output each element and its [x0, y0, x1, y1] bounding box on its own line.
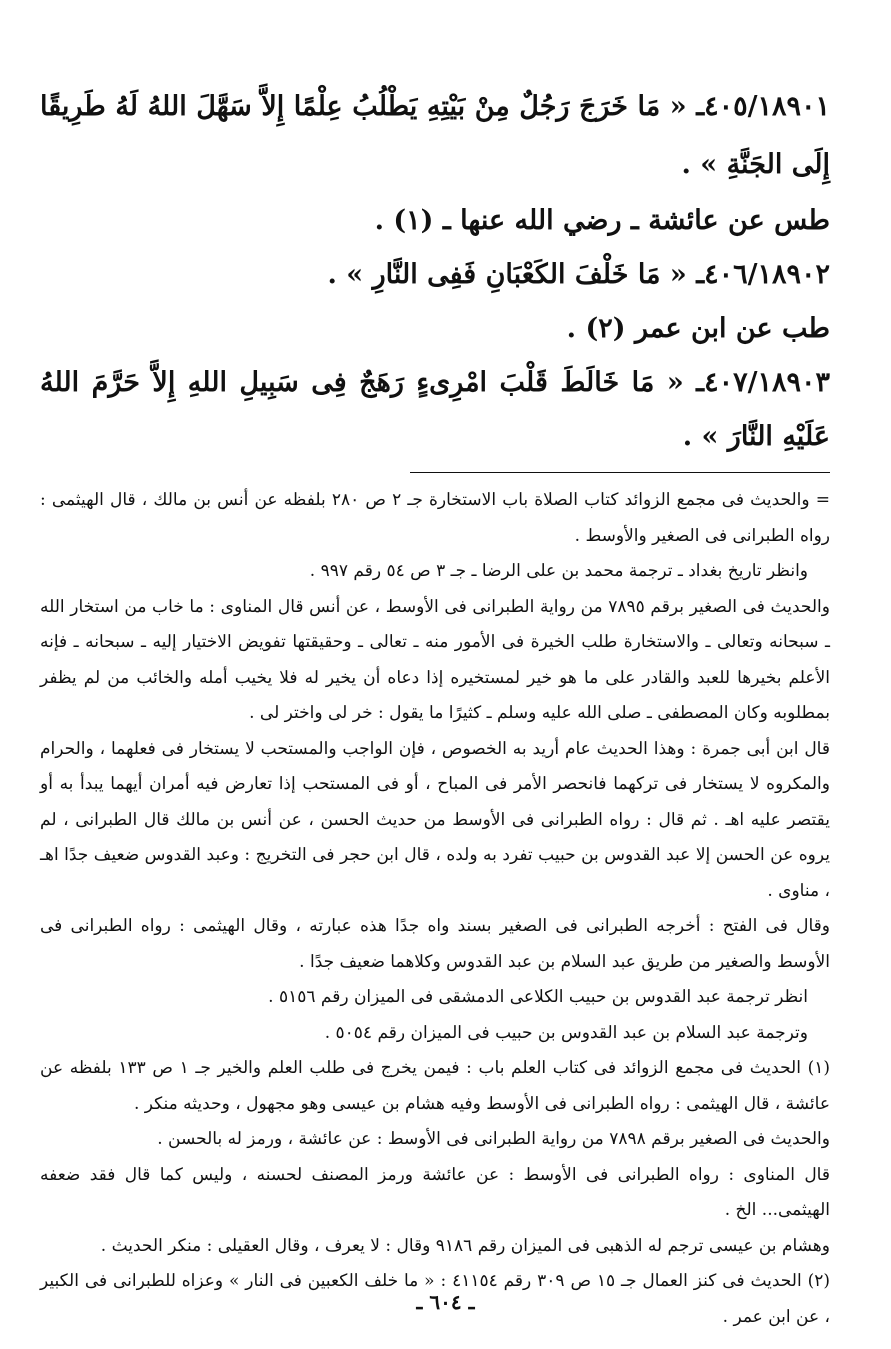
- footnote-paragraph: والحديث فى الصغير برقم ٧٨٩٨ من رواية الطبرانى فى الأوسط : عن عائشة ، ورمز له بالحسن .: [157, 1129, 830, 1149]
- footnote-2: (٢) الحديث فى كنز العمال جـ ١٥ ص ٣٠٩ رقم ٤١١٥٤ : « ما خلف الكعبين فى النار » وعزاه للطبرانى فى الكبير ، عن ابن عمر .: [40, 1271, 830, 1327]
- footnote-paragraph: قال المناوى : رواه الطبرانى فى الأوسط : عن عائشة ورمز المصنف لحسنه ، وليس كما قال فقد ضعفه الهيثمى... الخ .: [40, 1164, 830, 1220]
- footnote-paragraph: انظر ترجمة عبد القدوس بن حبيب الكلاعى الدمشقى فى الميزان رقم ٥١٥٦ .: [268, 987, 808, 1007]
- footnote-paragraph: وهشام بن عيسى ترجم له الذهبى فى الميزان رقم ٩١٨٦ وقال : لا يعرف ، وقال العقيلى : منكر الحديث .: [100, 1235, 830, 1256]
- hadith-405-source: طس عن عائشة ـ رضي الله عنها ـ (١) .: [374, 205, 830, 236]
- footnote-paragraph: وترجمة عبد السلام بن عبد القدوس بن حبيب فى الميزان رقم ٥٠٥٤ .: [324, 1022, 808, 1043]
- footnote-paragraph: قال ابن أبى جمرة : وهذا الحديث عام أريد به الخصوص ، فإن الواجب والمستحب لا يستخار فى فعلهما ، والحرام والمكروه لا يستخار فى تركهما فانحصر الأمر فى المباح ، أو فى المستحب إذا تعارض فيه أمران أيهما يبدأ به أو يقتصر عليه اهـ . ثم قال : رواه الطبرانى فى الأوسط من حديث الحسن ، عن أنس بن مالك قال الطبرانى ، لم يروه عن الحسن إلا عبد القدوس بن حبيب تفرد به ولده ، قال ابن حجر فى التخريج : وعبد القدوس ضعيف جدًا اهـ ، مناوى .: [40, 738, 830, 901]
- footnote-divider: [410, 472, 830, 473]
- main-text: [40, 78, 830, 464]
- hadith-405: ٤٠٥/١٨٩٠١ـ « مَا خَرَجَ رَجُلٌ مِنْ بَيْتِهِ يَطْلُبُ عِلْمًا إِلاَّ سَهَّلَ اللهُ لَهُ طَرِيقًا إِلَى الجَنَّةِ » .: [40, 91, 830, 180]
- page-number: ـ ٦٠٤ ـ: [416, 1290, 475, 1314]
- footnote-1: (١) الحديث فى مجمع الزوائد فى كتاب العلم باب : فيمن يخرج فى طلب العلم والخير جـ ١ ص ١٣٣ بلفظه عن عائشة ، قال الهيثمى : رواه الطبرانى فى الأوسط وفيه هشام بن عيسى وهو مجهول ، وحديثه منكر .: [40, 1058, 830, 1114]
- page-body: [40, 78, 830, 1335]
- hadith-406-source: طب عن ابن عمر (٢) .: [566, 313, 830, 344]
- hadith-406: ٤٠٦/١٨٩٠٢ـ « مَا خَلْفَ الكَعْبَانِ فَفِى النَّارِ » .: [327, 259, 830, 290]
- hadith-407: ٤٠٧/١٨٩٠٣ـ « مَا خَالَطَ قَلْبَ امْرِىءٍ رَهَجٌ فِى سَبِيلِ اللهِ إِلاَّ حَرَّمَ اللهُ عَلَيْهِ النَّارَ » .: [40, 367, 830, 452]
- footnotes: [40, 483, 830, 1335]
- footnote-paragraph: وقال فى الفتح : أخرجه الطبرانى فى الصغير بسند واه جدًا هذه عبارته ، وقال الهيثمى : رواه الطبرانى فى الأوسط والصغير من طريق عبد السلام بن عبد القدوس وكلاهما ضعيف جدًا .: [40, 916, 830, 972]
- footnote-paragraph: وانظر تاريخ بغداد ـ ترجمة محمد بن على الرضا ـ جـ ٣ ص ٥٤ رقم ٩٩٧ .: [309, 561, 808, 581]
- footnote-paragraph: = والحديث فى مجمع الزوائد كتاب الصلاة باب الاستخارة جـ ٢ ص ٢٨٠ بلفظه عن أنس بن مالك ، قال الهيثمى : رواه الطبرانى فى الصغير والأوسط .: [40, 490, 830, 546]
- footnote-paragraph: والحديث فى الصغير برقم ٧٨٩٥ من رواية الطبرانى فى الأوسط ، عن أنس قال المناوى : ما خاب من استخار الله ـ سبحانه وتعالى ـ والاستخارة طلب الخيرة فى الأمور منه ـ تعالى ـ وحقيقتها تفويض الاختيار إليه ـ سبحانه ـ فإنه الأعلم بخيرها للعبد والقادر على ما هو خير لمستخيره إذا دعاه أن يخير له فلا يخيب أمله والخائب من لم يظفر بمطلوبه وكان المصطفى ـ صلى الله عليه وسلم ـ كثيرًا ما يقول : خر لى واختر لى .: [40, 596, 830, 723]
